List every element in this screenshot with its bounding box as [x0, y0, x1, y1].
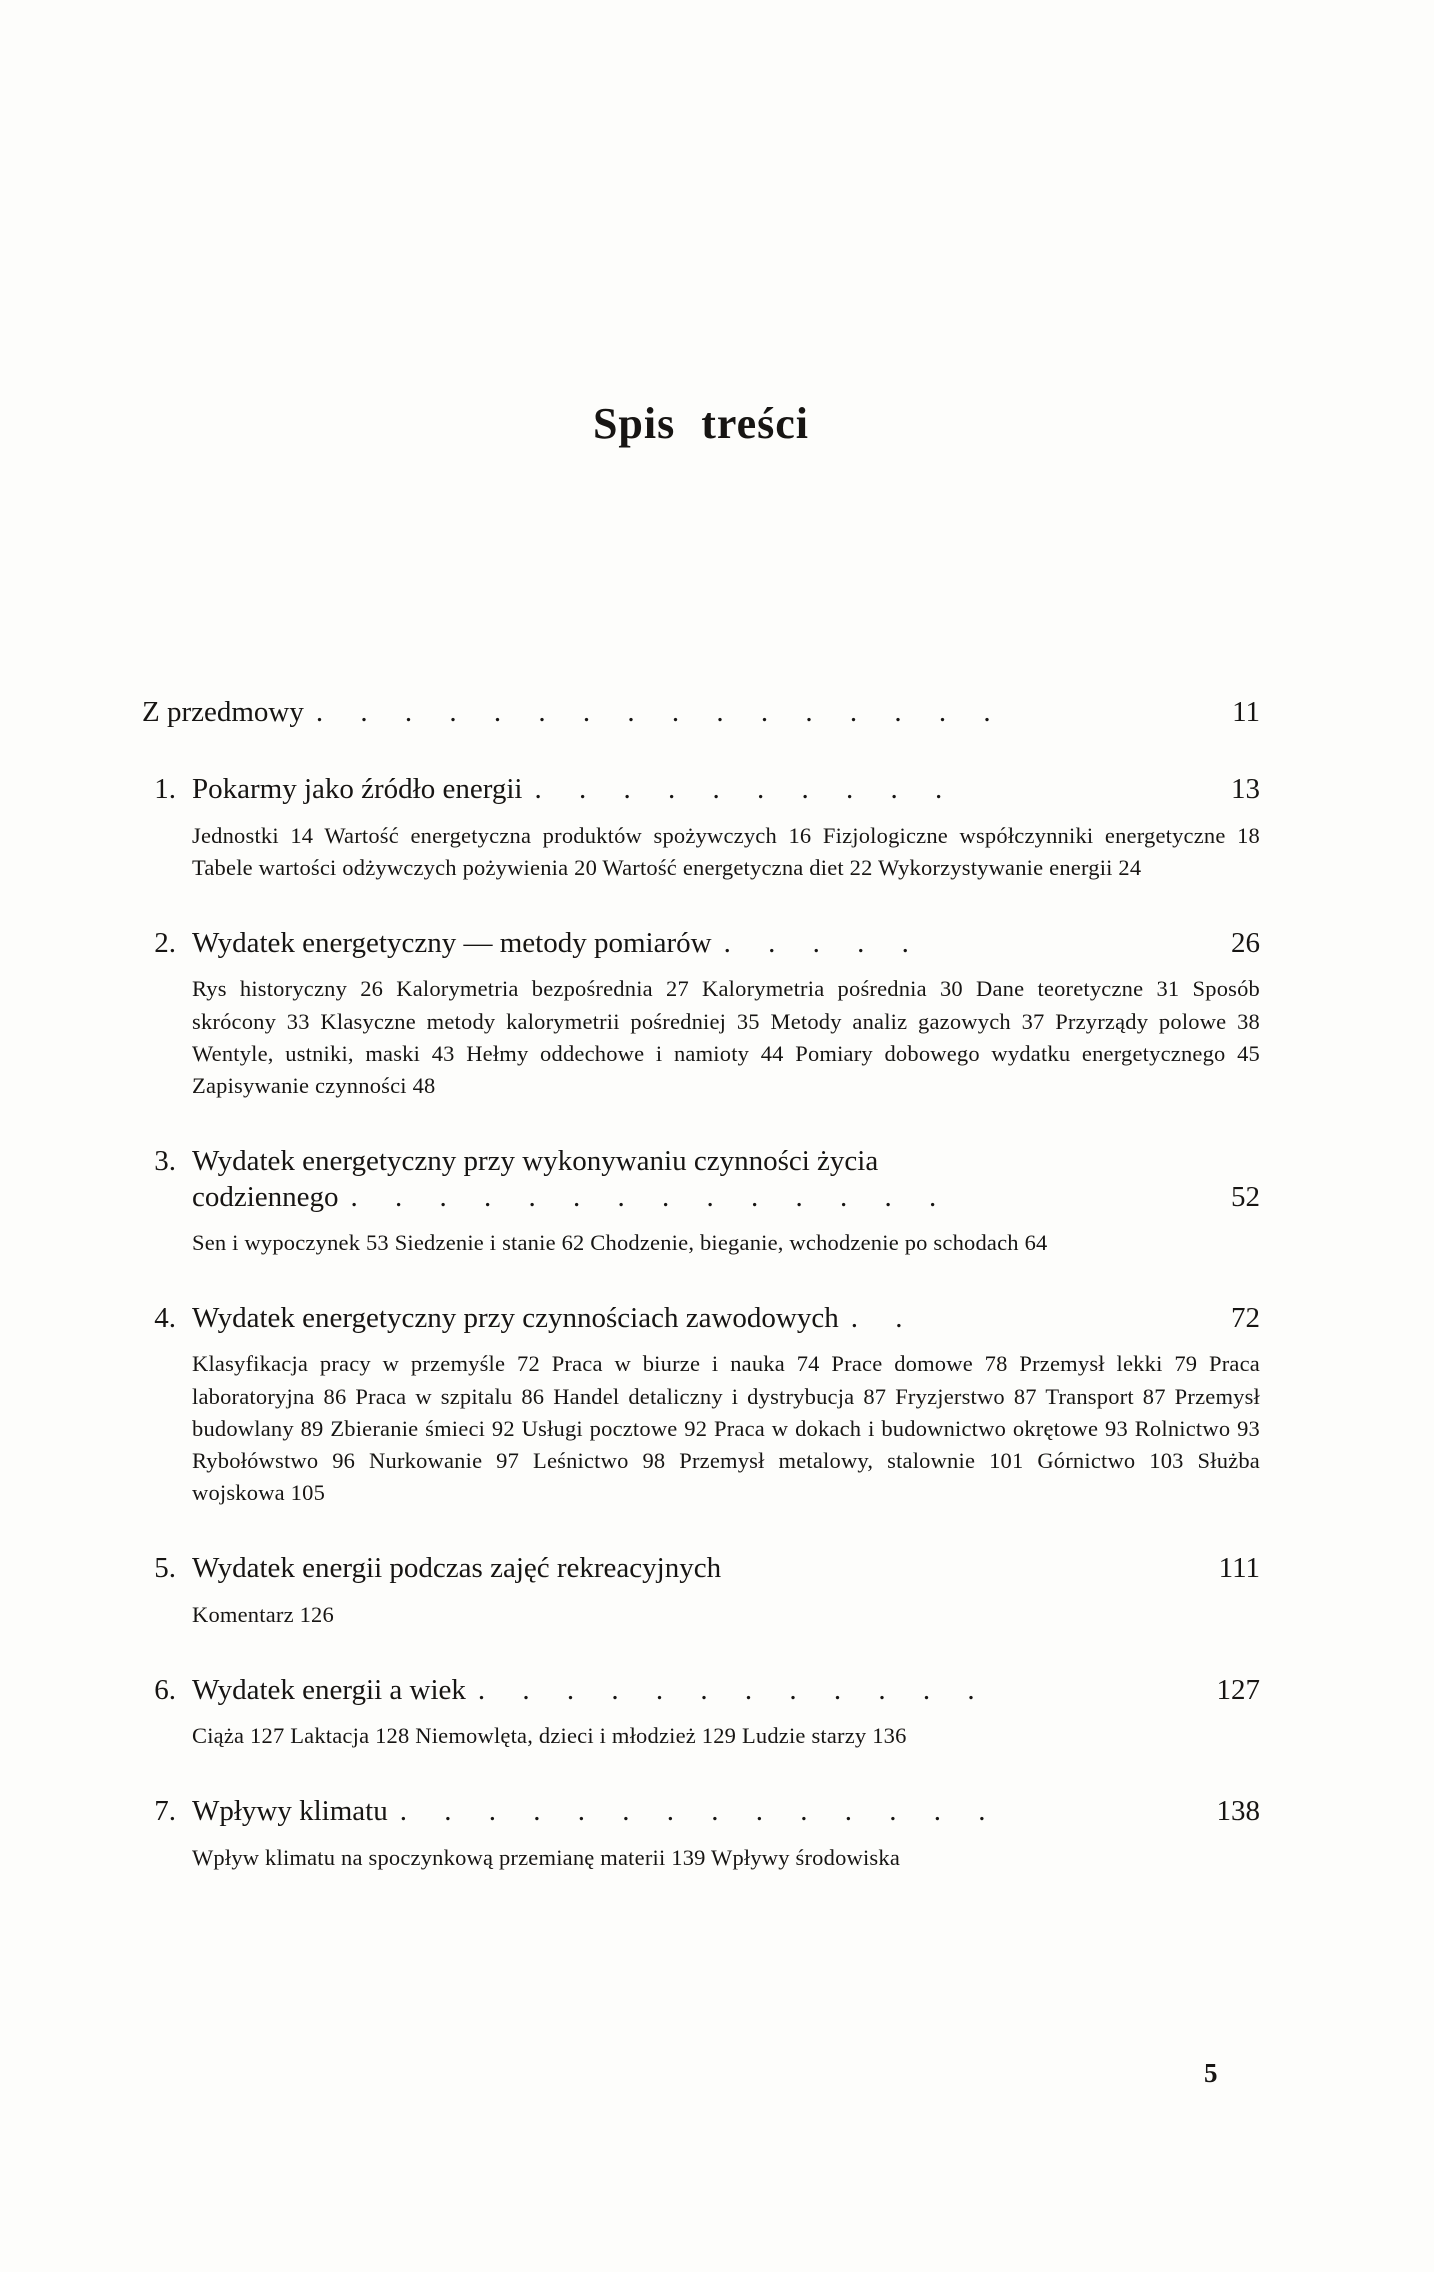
- entry-title: Wydatek energetyczny przy czynnościach zawodowych: [192, 1302, 839, 1335]
- entry-title-line: [192, 1301, 1194, 1336]
- page-content: [142, 0, 1260, 1874]
- entry-title: Wydatek energetyczny — metody pomiarów: [192, 927, 712, 960]
- toc-entry-6: [142, 1673, 1260, 1753]
- entry-subentries: Klasyfikacja pracy w przemyśle 72 Praca w biurze i nauka 74 Prace domowe 78 Przemysł lekki 79 Praca laboratoryjna 86 Praca w szpitalu 86 Handel detaliczny i dystrybucja 87 Fryzjerstwo 87 Transport 87 Przemysł budowlany 89 Zbieranie śmieci 92 Usługi pocztowe 92 Praca w dokach i budownictwo okrętowe 93 Rolnictwo 93 Rybołówstwo 96 Nurkowanie 97 Leśnictwo 98 Przemysł metalowy, stalownie 101 Górnictwo 103 Służba wojskowa 105: [192, 1351, 1260, 1506]
- entry-subentries: Ciąża 127 Laktacja 128 Niemowlęta, dzieci i młodzież 129 Ludzie starzy 136: [192, 1723, 907, 1749]
- toc-entry-7: [142, 1794, 1260, 1874]
- entry-number: 3.: [154, 1145, 176, 1178]
- entry-page-number: 11: [1232, 696, 1260, 728]
- entry-number: 2.: [154, 927, 176, 960]
- entry-number: 7.: [154, 1795, 176, 1828]
- entry-subentries: Rys historyczny 26 Kalorymetria bezpośrednia 27 Kalorymetria pośrednia 30 Dane teoretyczne 31 Sposób skrócony 33 Klasyczne metody kalorymetrii pośredniej 35 Metody analiz gazowych 37 Przyrządy polowe 38 Wentyle, ustniki, maski 43 Hełmy oddechowe i namioty 44 Pomiary dobowego wydatku energetycznego 45 Zapisywanie czynności 48: [192, 976, 1260, 1098]
- entry-subentries: Jednostki 14 Wartość energetyczna produktów spożywczych 16 Fizjologiczne współczynniki energetyczne 18 Tabele wartości odżywczych pożywienia 20 Wartość energetyczna diet 22 Wykorzystywanie energii 24: [192, 822, 1260, 880]
- entry-page-number: 72: [1231, 1302, 1260, 1335]
- entry-page-number: 127: [1216, 1673, 1260, 1706]
- entry-page-number: 13: [1231, 773, 1260, 806]
- entry-title: Wydatek energii a wiek: [192, 1673, 466, 1706]
- entry-title-line: [192, 1551, 1194, 1586]
- entry-page-number: 138: [1216, 1795, 1260, 1828]
- entry-page-number: 26: [1231, 927, 1260, 960]
- entry-title-line: [142, 695, 1194, 730]
- toc-entry-row: [142, 1144, 1260, 1215]
- leader-dots: . . . . . . . . . . . . . .: [350, 1180, 939, 1213]
- entry-subentries: Sen i wypoczynek 53 Siedzenie i stanie 62 Chodzenie, bieganie, wchodzenie po schodach 64: [192, 1229, 1048, 1255]
- entry-title-line: [192, 772, 1194, 807]
- entry-title: Pokarmy jako źródło energii: [192, 773, 523, 806]
- entry-page-number: 111: [1218, 1552, 1260, 1585]
- toc-entry-row: [142, 1551, 1260, 1586]
- toc-entry-row: [142, 1673, 1260, 1708]
- toc-entry-row: [142, 695, 1260, 730]
- page-folio-number: 5: [1204, 2058, 1218, 2088]
- entry-title-line: [192, 1144, 1194, 1215]
- page-title: Spis treści: [592, 399, 810, 448]
- entry-title: Wydatek energii podczas zajęć rekreacyjnych: [192, 1552, 722, 1585]
- toc-entry-row: [142, 772, 1260, 807]
- leader-dots: . . . . .: [723, 927, 911, 960]
- entry-number: 6.: [154, 1673, 176, 1706]
- leader-dots: . .: [850, 1302, 905, 1335]
- entry-title: Wpływy klimatu: [192, 1795, 388, 1828]
- leader-dots: . . . . . . . . . . . .: [477, 1673, 977, 1706]
- toc-entry-1: [142, 772, 1260, 884]
- toc-entry-preface: [142, 695, 1260, 730]
- entry-title: Wydatek energetyczny przy wykonywaniu czynności życia codziennego: [192, 1145, 879, 1213]
- entry-number: 1.: [154, 773, 176, 806]
- entry-subentries: Wpływ klimatu na spoczynkową przemianę materii 139 Wpływy środowiska: [192, 1844, 901, 1870]
- leader-dots: . . . . . . . . . . . . . . . .: [315, 696, 993, 728]
- toc-entry-2: [142, 926, 1260, 1102]
- entry-number: 4.: [154, 1302, 176, 1335]
- entry-title-line: [192, 1673, 1194, 1708]
- toc-entry-3: [142, 1144, 1260, 1259]
- entry-title: Z przedmowy: [142, 696, 304, 728]
- toc-entry-row: [142, 926, 1260, 961]
- leader-dots: . . . . . . . . . . . . . .: [399, 1795, 988, 1828]
- toc-entry-4: [142, 1301, 1260, 1509]
- toc-entry-row: [142, 1794, 1260, 1829]
- entry-subentries: Komentarz 126: [192, 1601, 334, 1627]
- leader-dots: . . . . . . . . . .: [534, 773, 945, 806]
- table-of-contents: [142, 695, 1260, 1874]
- entry-title-line: [192, 1794, 1194, 1829]
- entry-title-line: [192, 926, 1194, 961]
- entry-number: 5.: [154, 1552, 176, 1585]
- toc-entry-row: [142, 1301, 1260, 1336]
- entry-page-number: 52: [1231, 1180, 1260, 1213]
- toc-entry-5: [142, 1551, 1260, 1631]
